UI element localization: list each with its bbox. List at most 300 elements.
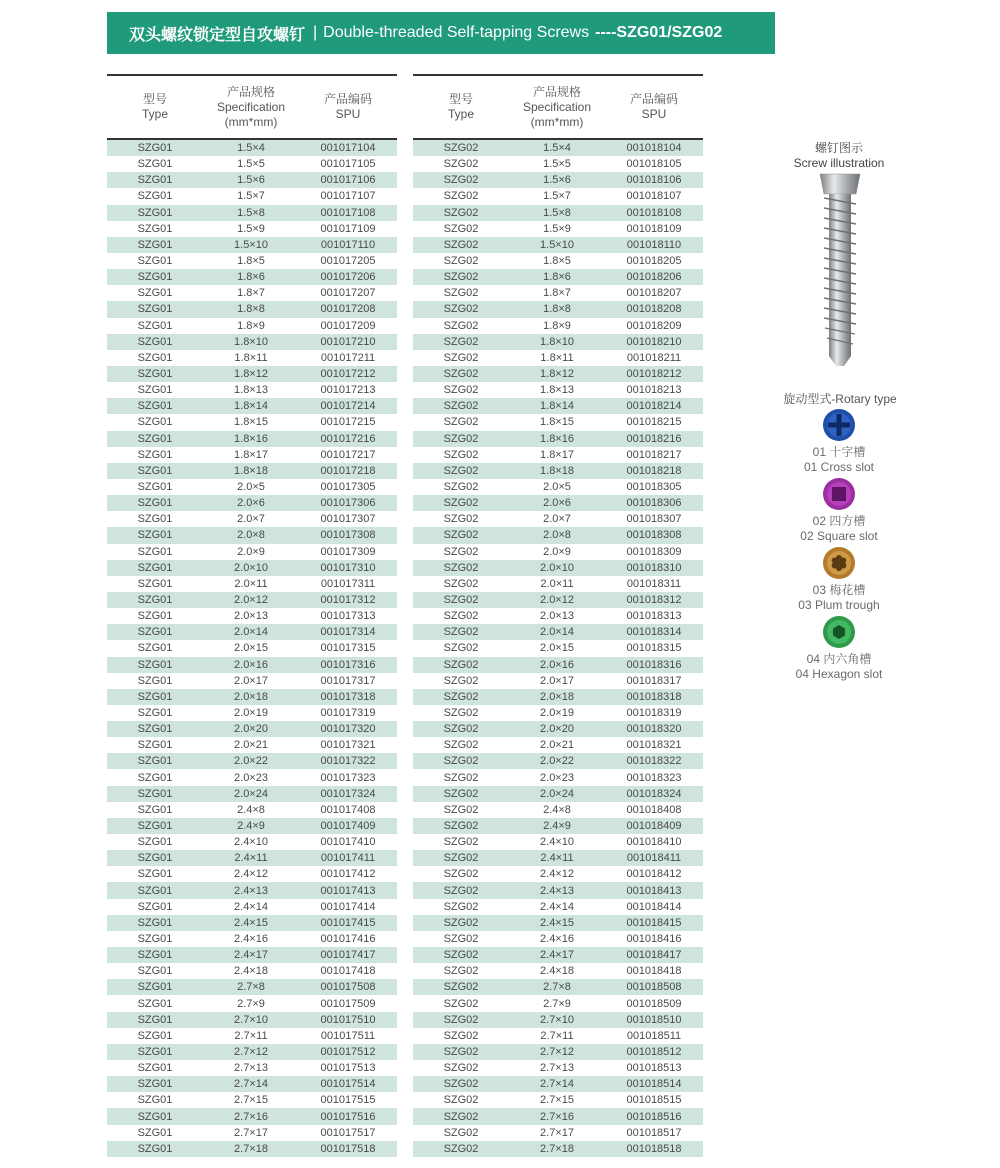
table-row: [107, 689, 397, 705]
table-row: [413, 769, 703, 785]
spec-cell: 2.7×12: [234, 1045, 268, 1058]
title-cn: 双头螺纹锁定型自攻螺钉: [129, 24, 306, 44]
table-row: [107, 786, 397, 802]
spec-cell: 2.7×11: [234, 1029, 268, 1042]
spec-cell: 1.5×6: [543, 174, 571, 187]
spec-cell: 1.8×15: [540, 416, 574, 429]
spec-cell: 1.8×8: [543, 303, 571, 316]
spu-cell: 001018320: [626, 723, 682, 736]
spec-table-szg02: [413, 74, 703, 1157]
spu-cell: 001017323: [320, 771, 376, 784]
spu-cell: 001017213: [320, 384, 376, 397]
table-row: [413, 253, 703, 269]
type-cell: SZG02: [443, 755, 479, 768]
spec-cell: 2.4×14: [234, 900, 268, 913]
table-row: [107, 350, 397, 366]
type-cell: SZG02: [443, 577, 479, 590]
spu-cell: 001018313: [626, 610, 682, 623]
spu-cell: 001018412: [626, 868, 682, 881]
spu-cell: 001018513: [626, 1062, 682, 1075]
table-row: [413, 1044, 703, 1060]
type-cell: SZG02: [443, 384, 479, 397]
table-body: [107, 140, 397, 1157]
spec-cell: 1.8×17: [234, 448, 268, 461]
spec-cell: 2.0×23: [540, 771, 574, 784]
spu-cell: 001017321: [320, 739, 376, 752]
type-cell: SZG01: [137, 1029, 173, 1042]
cross-slot-icon: [822, 408, 856, 442]
rotary-type-title: 旋动型式-Rotary type: [783, 392, 897, 406]
spec-cell: 2.4×18: [540, 965, 574, 978]
table-row: [107, 237, 397, 253]
table-row: [413, 544, 703, 560]
table-row: [413, 608, 703, 624]
table-row: [413, 447, 703, 463]
type-cell: SZG01: [137, 335, 173, 348]
type-cell: SZG01: [137, 755, 173, 768]
spu-cell: 001017319: [320, 706, 376, 719]
spec-cell: 2.4×8: [237, 803, 265, 816]
type-cell: SZG01: [137, 787, 173, 800]
table-row: [107, 608, 397, 624]
type-cell: SZG02: [443, 432, 479, 445]
spu-cell: 001017512: [320, 1045, 376, 1058]
spec-cell: 1.5×8: [543, 206, 571, 219]
title-separator: |: [313, 24, 318, 41]
spu-cell: 001018308: [626, 529, 682, 542]
spec-cell: 2.7×18: [234, 1142, 268, 1155]
type-cell: SZG02: [443, 610, 479, 623]
table-row: [107, 285, 397, 301]
spu-cell: 001017414: [320, 900, 376, 913]
spec-cell: 2.0×14: [540, 626, 574, 639]
table-row: [107, 463, 397, 479]
spec-cell: 2.0×20: [234, 723, 268, 736]
spec-cell: 2.7×16: [540, 1110, 574, 1123]
spu-cell: 001017518: [320, 1142, 376, 1155]
type-cell: SZG01: [137, 238, 173, 251]
spec-cell: 2.4×12: [234, 868, 268, 881]
spec-cell: 1.8×9: [237, 319, 265, 332]
table-row: [107, 269, 397, 285]
spec-cell: 1.8×12: [540, 368, 574, 381]
spu-cell: 001018215: [626, 416, 682, 429]
table-row: [413, 414, 703, 430]
spec-cell: 1.8×12: [234, 368, 268, 381]
spec-cell: 2.0×13: [234, 610, 268, 623]
type-cell: SZG01: [137, 1126, 173, 1139]
table-row: [107, 156, 397, 172]
type-cell: SZG01: [137, 884, 173, 897]
table-row: [413, 334, 703, 350]
table-row: [413, 947, 703, 963]
spu-cell: 001018512: [626, 1045, 682, 1058]
table-row: [413, 834, 703, 850]
table-row: [413, 802, 703, 818]
type-cell: SZG02: [443, 771, 479, 784]
spu-cell: 001018108: [626, 206, 682, 219]
type-cell: SZG02: [443, 287, 479, 300]
table-row: [107, 447, 397, 463]
table-row: [107, 995, 397, 1011]
spu-cell: 001017411: [320, 852, 376, 865]
spu-cell: 001017107: [320, 190, 376, 203]
type-cell: SZG01: [137, 1094, 173, 1107]
spec-cell: 2.7×9: [543, 997, 571, 1010]
spec-cell: 1.8×11: [540, 351, 574, 364]
slot-hexagon: 04 内六角槽 04 Hexagon slot: [780, 615, 898, 682]
spec-cell: 1.8×7: [237, 287, 265, 300]
table-row: [107, 140, 397, 156]
type-cell: SZG02: [443, 416, 479, 429]
table-row: [107, 818, 397, 834]
spec-cell: 2.0×24: [234, 787, 268, 800]
type-cell: SZG01: [137, 981, 173, 994]
spec-cell: 1.8×10: [234, 335, 268, 348]
spu-cell: 001018214: [626, 400, 682, 413]
spu-cell: 001017409: [320, 819, 376, 832]
spu-cell: 001018315: [626, 642, 682, 655]
spu-cell: 001017309: [320, 545, 376, 558]
spu-cell: 001018416: [626, 932, 682, 945]
spec-cell: 2.4×17: [234, 949, 268, 962]
type-cell: SZG01: [137, 222, 173, 235]
spec-cell: 2.4×16: [234, 932, 268, 945]
type-cell: SZG01: [137, 690, 173, 703]
type-cell: SZG02: [443, 271, 479, 284]
spu-cell: 001018210: [626, 335, 682, 348]
spu-cell: 001017105: [320, 158, 376, 171]
spu-cell: 001018319: [626, 706, 682, 719]
type-cell: SZG02: [443, 868, 479, 881]
spu-cell: 001017104: [320, 142, 376, 155]
spec-cell: 2.0×20: [540, 723, 574, 736]
spec-cell: 1.8×13: [234, 384, 268, 397]
spu-cell: 001018411: [626, 852, 682, 865]
table-row: [107, 382, 397, 398]
spu-cell: 001017211: [320, 351, 376, 364]
type-cell: SZG01: [137, 997, 173, 1010]
type-cell: SZG01: [137, 400, 173, 413]
table-row: [107, 866, 397, 882]
spec-cell: 2.0×21: [540, 739, 574, 752]
spec-cell: 1.5×7: [543, 190, 571, 203]
type-cell: SZG02: [443, 836, 479, 849]
type-cell: SZG01: [137, 819, 173, 832]
table-row: [107, 172, 397, 188]
spu-cell: 001017313: [320, 610, 376, 623]
hexagon-slot-icon: [822, 615, 856, 649]
spu-cell: 001018216: [626, 432, 682, 445]
type-cell: SZG02: [443, 335, 479, 348]
table-row: [413, 366, 703, 382]
spec-cell: 2.4×13: [234, 884, 268, 897]
type-cell: SZG02: [443, 255, 479, 268]
table-row: [107, 850, 397, 866]
table-row: [413, 866, 703, 882]
table-row: [413, 673, 703, 689]
spu-cell: 001018508: [626, 981, 682, 994]
spu-cell: 001018323: [626, 771, 682, 784]
spu-cell: 001017517: [320, 1126, 376, 1139]
spec-cell: 2.0×9: [543, 545, 571, 558]
type-cell: SZG02: [443, 997, 479, 1010]
spec-cell: 2.4×14: [540, 900, 574, 913]
spec-cell: 2.0×17: [234, 674, 268, 687]
type-cell: SZG02: [443, 545, 479, 558]
spu-cell: 001018410: [626, 836, 682, 849]
type-cell: SZG01: [137, 674, 173, 687]
table-row: [413, 818, 703, 834]
spec-cell: 2.0×5: [237, 481, 265, 494]
header-spu: 产品编码 SPU: [323, 92, 372, 121]
spu-cell: 001017205: [320, 255, 376, 268]
spu-cell: 001018413: [626, 884, 682, 897]
header-spec: 产品规格 Specification (mm*mm): [216, 84, 286, 129]
spu-cell: 001018218: [626, 464, 682, 477]
spu-cell: 001018518: [626, 1142, 682, 1155]
table-row: [107, 753, 397, 769]
type-cell: SZG01: [137, 351, 173, 364]
spu-cell: 001017511: [320, 1029, 376, 1042]
spu-cell: 001018322: [626, 755, 682, 768]
type-cell: SZG02: [443, 174, 479, 187]
spu-cell: 001017214: [320, 400, 376, 413]
spec-cell: 2.7×17: [540, 1126, 574, 1139]
spec-cell: 2.0×10: [540, 561, 574, 574]
table-row: [413, 1108, 703, 1124]
table-row: [413, 640, 703, 656]
screw-icon: [816, 172, 864, 368]
table-row: [107, 624, 397, 640]
spec-cell: 2.0×9: [237, 545, 265, 558]
table-row: [107, 592, 397, 608]
spec-cell: 1.8×6: [543, 271, 571, 284]
table-row: [413, 737, 703, 753]
type-cell: SZG02: [443, 626, 479, 639]
spec-cell: 1.5×5: [543, 158, 571, 171]
spec-cell: 2.7×8: [543, 981, 571, 994]
table-row: [107, 560, 397, 576]
spec-cell: 2.7×15: [540, 1094, 574, 1107]
spec-cell: 2.0×24: [540, 787, 574, 800]
spu-cell: 001017510: [320, 1013, 376, 1026]
type-cell: SZG02: [443, 481, 479, 494]
spec-cell: 2.0×16: [540, 658, 574, 671]
spec-cell: 1.5×9: [237, 222, 265, 235]
type-cell: SZG02: [443, 803, 479, 816]
table-row: [413, 1141, 703, 1157]
table-row: [107, 334, 397, 350]
spec-cell: 2.7×17: [234, 1126, 268, 1139]
spec-cell: 2.7×10: [234, 1013, 268, 1026]
type-cell: SZG02: [443, 142, 479, 155]
table-row: [107, 931, 397, 947]
spu-cell: 001018212: [626, 368, 682, 381]
spec-cell: 2.0×7: [237, 513, 265, 526]
spec-cell: 1.8×15: [234, 416, 268, 429]
illustration-title: 螺钉图示 Screw illustration: [793, 141, 885, 170]
spec-cell: 2.0×6: [543, 497, 571, 510]
spec-cell: 1.8×16: [540, 432, 574, 445]
spec-cell: 1.8×9: [543, 319, 571, 332]
spec-cell: 2.7×9: [237, 997, 265, 1010]
type-cell: SZG01: [137, 319, 173, 332]
type-cell: SZG01: [137, 384, 173, 397]
spec-cell: 1.8×14: [234, 400, 268, 413]
table-row: [413, 1060, 703, 1076]
type-cell: SZG01: [137, 965, 173, 978]
type-cell: SZG01: [137, 1062, 173, 1075]
spec-cell: 1.8×16: [234, 432, 268, 445]
spu-cell: 001018106: [626, 174, 682, 187]
spu-cell: 001017307: [320, 513, 376, 526]
type-cell: SZG01: [137, 368, 173, 381]
table-row: [413, 850, 703, 866]
spu-cell: 001018105: [626, 158, 682, 171]
header-type: 型号 Type: [141, 92, 168, 121]
spu-cell: 001018516: [626, 1110, 682, 1123]
type-cell: SZG01: [137, 174, 173, 187]
type-cell: SZG01: [137, 610, 173, 623]
header-spec: 产品规格 Specification (mm*mm): [522, 84, 592, 129]
spu-cell: 001018414: [626, 900, 682, 913]
type-cell: SZG01: [137, 577, 173, 590]
spu-cell: 001017418: [320, 965, 376, 978]
spec-cell: 2.4×15: [540, 916, 574, 929]
spu-cell: 001017509: [320, 997, 376, 1010]
table-row: [107, 947, 397, 963]
spec-cell: 2.0×12: [540, 594, 574, 606]
spec-cell: 2.7×10: [540, 1013, 574, 1026]
table-row: [107, 188, 397, 204]
type-cell: SZG01: [137, 916, 173, 929]
type-cell: SZG02: [443, 852, 479, 865]
type-cell: SZG01: [137, 432, 173, 445]
spec-cell: 2.4×11: [234, 852, 268, 865]
type-cell: SZG01: [137, 868, 173, 881]
type-cell: SZG01: [137, 739, 173, 752]
spec-cell: 2.0×16: [234, 658, 268, 671]
spu-cell: 001018317: [626, 674, 682, 687]
spu-cell: 001017417: [320, 949, 376, 962]
table-row: [413, 753, 703, 769]
table-row: [413, 786, 703, 802]
table-row: [413, 479, 703, 495]
table-row: [107, 527, 397, 543]
spec-cell: 2.0×23: [234, 771, 268, 784]
spec-cell: 1.5×5: [237, 158, 265, 171]
type-cell: SZG02: [443, 190, 479, 203]
spec-cell: 1.5×4: [237, 142, 265, 155]
table-row: [413, 576, 703, 592]
type-cell: SZG02: [443, 206, 479, 219]
spu-cell: 001017322: [320, 755, 376, 768]
spu-cell: 001017513: [320, 1062, 376, 1075]
spec-cell: 2.0×18: [540, 690, 574, 703]
spu-cell: 001017306: [320, 497, 376, 510]
spu-cell: 001017515: [320, 1094, 376, 1107]
table-row: [107, 576, 397, 592]
table-row: [107, 834, 397, 850]
table-row: [413, 915, 703, 931]
type-cell: SZG01: [137, 255, 173, 268]
table-row: [413, 463, 703, 479]
type-cell: SZG01: [137, 852, 173, 865]
type-cell: SZG01: [137, 481, 173, 494]
type-cell: SZG02: [443, 513, 479, 526]
table-row: [107, 544, 397, 560]
spec-cell: 1.8×7: [543, 287, 571, 300]
spu-cell: 001018309: [626, 545, 682, 558]
table-row: [413, 140, 703, 156]
type-cell: SZG02: [443, 594, 479, 606]
spec-cell: 1.5×8: [237, 206, 265, 219]
spec-cell: 2.0×22: [234, 755, 268, 768]
type-cell: SZG02: [443, 674, 479, 687]
spec-cell: 2.7×13: [234, 1062, 268, 1075]
table-row: [107, 769, 397, 785]
type-cell: SZG02: [443, 787, 479, 800]
type-cell: SZG01: [137, 900, 173, 913]
spu-cell: 001017216: [320, 432, 376, 445]
type-cell: SZG02: [443, 222, 479, 235]
table-row: [107, 366, 397, 382]
spu-cell: 001017316: [320, 658, 376, 671]
type-cell: SZG02: [443, 158, 479, 171]
spec-cell: 2.0×22: [540, 755, 574, 768]
table-row: [413, 431, 703, 447]
spec-cell: 2.7×12: [540, 1045, 574, 1058]
spu-cell: 001018318: [626, 690, 682, 703]
type-cell: SZG01: [137, 836, 173, 849]
type-cell: SZG02: [443, 1110, 479, 1123]
spu-cell: 001018514: [626, 1078, 682, 1091]
spec-cell: 2.7×18: [540, 1142, 574, 1155]
spu-cell: 001018217: [626, 448, 682, 461]
spec-cell: 2.4×16: [540, 932, 574, 945]
spu-cell: 001017315: [320, 642, 376, 655]
spec-cell: 1.8×8: [237, 303, 265, 316]
type-cell: SZG02: [443, 319, 479, 332]
spu-cell: 001017310: [320, 561, 376, 574]
spec-cell: 2.7×13: [540, 1062, 574, 1075]
table-row: [413, 1125, 703, 1141]
type-cell: SZG01: [137, 706, 173, 719]
spec-cell: 2.4×11: [540, 852, 574, 865]
spec-cell: 2.4×17: [540, 949, 574, 962]
spec-cell: 2.0×6: [237, 497, 265, 510]
spu-cell: 001017308: [320, 529, 376, 542]
type-cell: SZG02: [443, 351, 479, 364]
type-cell: SZG02: [443, 464, 479, 477]
table-header: [413, 76, 703, 140]
table-row: [413, 237, 703, 253]
table-row: [107, 1012, 397, 1028]
type-cell: SZG02: [443, 497, 479, 510]
spu-cell: 001017416: [320, 932, 376, 945]
type-cell: SZG02: [443, 723, 479, 736]
table-body: [413, 140, 703, 1157]
type-cell: SZG01: [137, 142, 173, 155]
table-row: [107, 414, 397, 430]
spec-cell: 2.4×8: [543, 803, 571, 816]
table-row: [107, 640, 397, 656]
type-cell: SZG01: [137, 497, 173, 510]
spu-cell: 001018211: [626, 351, 682, 364]
spec-cell: 2.0×7: [543, 513, 571, 526]
spu-cell: 001018321: [626, 739, 682, 752]
